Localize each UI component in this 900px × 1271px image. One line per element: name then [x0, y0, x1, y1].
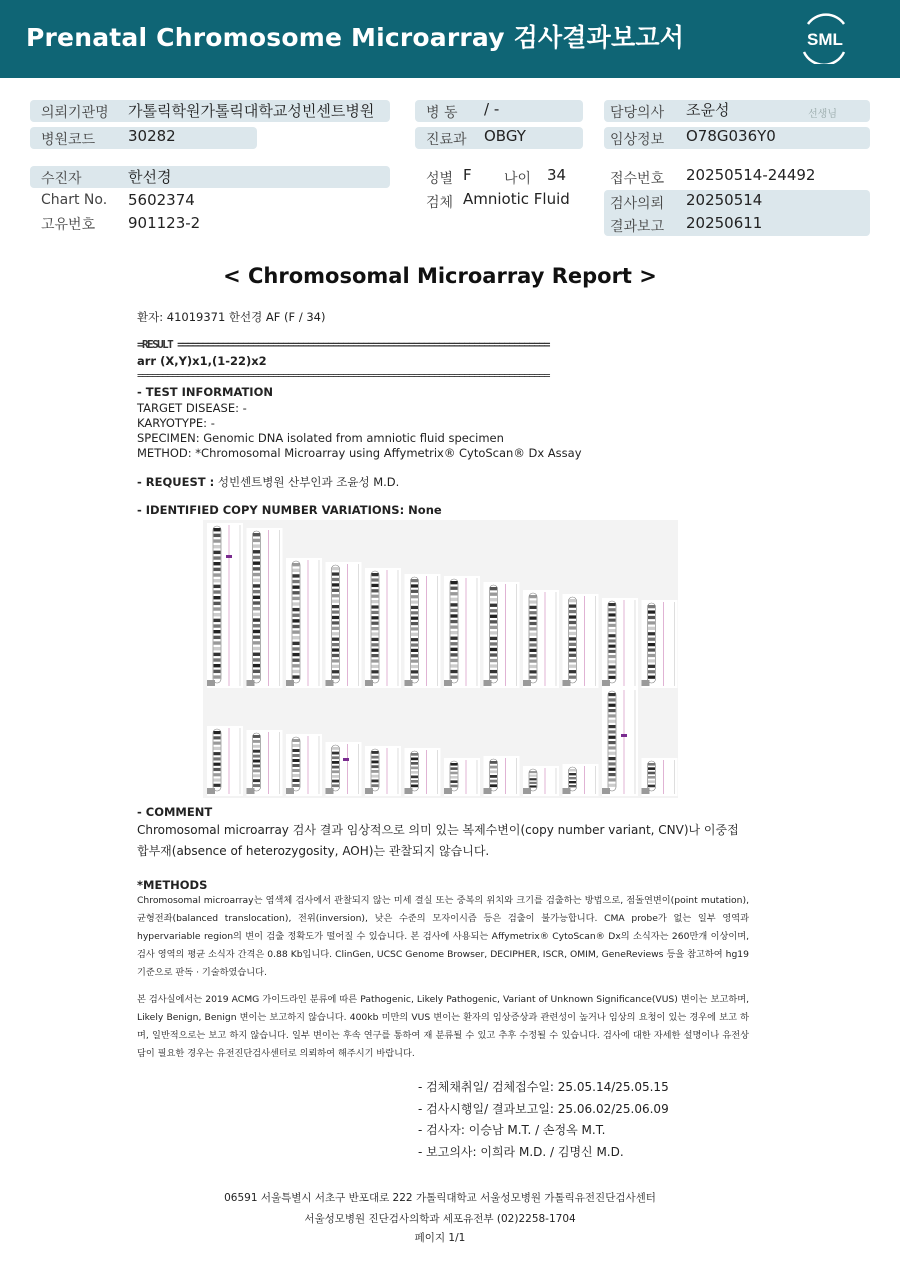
- ward-value: / -: [484, 100, 500, 118]
- report-title: < Chromosomal Microarray Report >: [223, 264, 657, 288]
- clinical-label: 임상정보: [610, 132, 665, 148]
- report-date-value: 20250611: [686, 214, 763, 232]
- test-info-heading: - TEST INFORMATION: [137, 385, 273, 399]
- chromosome-20: [484, 756, 520, 796]
- report-header-title: Prenatal Chromosome Microarray 검사결과보고서: [26, 23, 685, 52]
- request-date-value: 20250514: [686, 191, 763, 209]
- receipt-value: 20250514-24492: [686, 166, 816, 184]
- dept-label: 진료과: [426, 132, 467, 148]
- institution-value: 가톨릭학원가톨릭대학교성빈센트병원: [128, 102, 375, 120]
- report-date-label: 결과보고: [610, 219, 665, 235]
- method-desc: METHOD: *Chromosomal Microarray using Affymetrix® CytoScan® Dx Assay: [137, 446, 582, 460]
- patient-label: 수진자: [41, 171, 82, 187]
- chromosome-19: [444, 758, 480, 796]
- target-disease: TARGET DISEASE: -: [137, 401, 247, 415]
- chromosome-22: [563, 764, 599, 796]
- age-label: 나이: [504, 171, 532, 187]
- sml-logo-icon: [794, 12, 856, 64]
- chromosome-Y: [642, 758, 678, 796]
- summary-testers: - 검사자: 이승남 M.T. / 손정옥 M.T.: [418, 1123, 606, 1137]
- footer-address: 06591 서울특별시 서초구 반포대로 222 가톨릭대학교 서울성모병원 가톨릭유전진단검사센터: [224, 1192, 656, 1204]
- chromosome-X: [602, 688, 638, 796]
- chromosome-14: [247, 730, 283, 796]
- chromosome-15: [286, 734, 322, 796]
- footer-page: 페이지 1/1: [414, 1232, 466, 1244]
- summary-dates-2: - 검사시행일/ 결과보고일: 25.06.02/25.06.09: [418, 1102, 669, 1116]
- id-label: 고유번호: [41, 217, 96, 233]
- chromosome-1: [207, 523, 243, 688]
- request-line: [137, 474, 399, 490]
- sex-label: 성별: [426, 171, 454, 187]
- chromosome-17: [365, 746, 401, 796]
- chromosome-18: [405, 748, 441, 796]
- chromosome-21: [523, 766, 559, 796]
- request-text: 성빈센트병원 산부인과 조윤성 M.D.: [217, 475, 400, 489]
- karyotype: KARYOTYPE: -: [137, 416, 215, 430]
- hospital-code-label: 병원코드: [41, 132, 96, 148]
- footer-dept: 서울성모병원 진단검사의학과 세포유전부 (02)2258-1704: [304, 1213, 576, 1225]
- result-line: =RESULT ==========================================================================: [137, 338, 549, 351]
- methods-paragraph-2: 본 검사실에서는 2019 ACMG 가이드라인 분류에 따른 Pathogenic, Likely Pathogenic, Variant of Unknown Significance(VUS) 변이는 보고하며, Likely Benign, Benign 변이는 보고하지 않습니다. 400kb 미만의 VUS 변이는 환자의 임상증상과 관련성이 높거나 임상의 요청이 있는 경우에 보고 하며, 일반적으로는 보고 하지 않습니다. 일부 변이는 후속 연구를 통하여 재 분류될 수 있고 추후 수정될 수 있습니다. 검사에 대한 자세한 설명이나 유전상담이 필요한 경우는 유전진단검사센터로 의뢰하여 해주시기 바랍니다.: [137, 994, 749, 1059]
- cnv-marker: [343, 758, 349, 761]
- report-header-bar: [0, 0, 900, 78]
- karyogram-svg: [203, 520, 678, 798]
- specimen-value: Amniotic Fluid: [463, 190, 570, 208]
- hospital-code-value: 30282: [128, 127, 176, 145]
- result-divider: ==================================================================================: [137, 369, 549, 382]
- chromosome-4: [326, 562, 362, 688]
- sml-logo-text: SML: [807, 30, 843, 49]
- age-value: 34: [547, 166, 567, 184]
- methods-heading: *METHODS: [137, 878, 208, 892]
- chromosome-9: [523, 590, 559, 688]
- summary-reporters: - 보고의사: 이희라 M.D. / 김명신 M.D.: [418, 1145, 624, 1159]
- doctor-label: 담당의사: [610, 105, 665, 121]
- chromosome-2: [247, 528, 283, 688]
- chromosome-6: [405, 574, 441, 688]
- comment-heading: - COMMENT: [137, 805, 213, 819]
- result-value: arr (X,Y)x1,(1-22)x2: [137, 354, 267, 368]
- ward-label: 병 동: [426, 105, 458, 121]
- methods-paragraph-1: Chromosomal microarray는 염색체 검사에서 관찰되지 않는 미세 결실 또는 중복의 위치와 크기를 검출하는 방법으로, 점돌연변이(point mutation), 균형전좌(balanced translocation), 전위(inversion), 낮은 수준의 모자이시즘 등은 검출이 불가능합니다. CMA probe가 없는 일부 영역과 hypervariable region의 변이 검출 정확도가 떨어질 수 있습니다. 본 검사에 사용되는 Affymetrix® CytoScan® Dx의 소식자는 260만개 이상이며, 검사 영역의 평균 소식자 간격은 0.88 Kb입니다. ClinGen, UCSC Genome Browser, DECIPHER, ISCR, OMIM, GeneReviews 등을 참고하여 hg19 기준으로 판독 · 기술하였습니다.: [137, 895, 749, 978]
- clinical-value: O78G036Y0: [686, 127, 776, 145]
- chromosome-7: [444, 576, 480, 688]
- chart-value: 5602374: [128, 191, 195, 209]
- chromosome-11: [602, 598, 638, 688]
- doctor-suffix: 선생님: [808, 109, 837, 120]
- dept-value: OBGY: [484, 127, 526, 145]
- chromosome-16: [326, 742, 362, 796]
- sex-value: F: [463, 166, 472, 184]
- request-heading: - REQUEST :: [137, 475, 215, 489]
- chromosome-5: [365, 568, 401, 688]
- chart-label: Chart No.: [41, 192, 108, 208]
- institution-label: 의뢰기관명: [41, 105, 109, 121]
- chromosome-8: [484, 582, 520, 688]
- patient-pill: [30, 166, 390, 188]
- summary-dates-1: - 검체채취일/ 검체접수일: 25.05.14/25.05.15: [418, 1080, 669, 1094]
- doctor-value: 조윤성: [686, 101, 730, 119]
- chromosome-13: [207, 726, 243, 796]
- chromosome-10: [563, 594, 599, 688]
- cnv-heading: - IDENTIFIED COPY NUMBER VARIATIONS: None: [137, 503, 442, 517]
- comment-text: Chromosomal microarray 검사 결과 임상적으로 의미 있는 복제수변이(copy number variant, CNV)나 이중접합부재(absence of heterozygosity, AOH)는 관찰되지 않습니다.: [137, 823, 739, 858]
- chromosome-12: [642, 600, 678, 688]
- request-date-label: 검사의뢰: [610, 196, 665, 212]
- specimen-label: 검체: [426, 195, 454, 211]
- patient-value: 한선경: [128, 168, 172, 186]
- receipt-label: 접수번호: [610, 171, 665, 187]
- chromosome-3: [286, 558, 322, 688]
- cnv-marker: [226, 555, 232, 558]
- cnv-marker: [621, 734, 627, 737]
- id-value: 901123-2: [128, 214, 201, 232]
- karyogram-figure: [203, 520, 678, 798]
- patient-line: 환자: 41019371 한선경 AF (F / 34): [137, 310, 326, 324]
- specimen-desc: SPECIMEN: Genomic DNA isolated from amniotic fluid specimen: [137, 431, 504, 445]
